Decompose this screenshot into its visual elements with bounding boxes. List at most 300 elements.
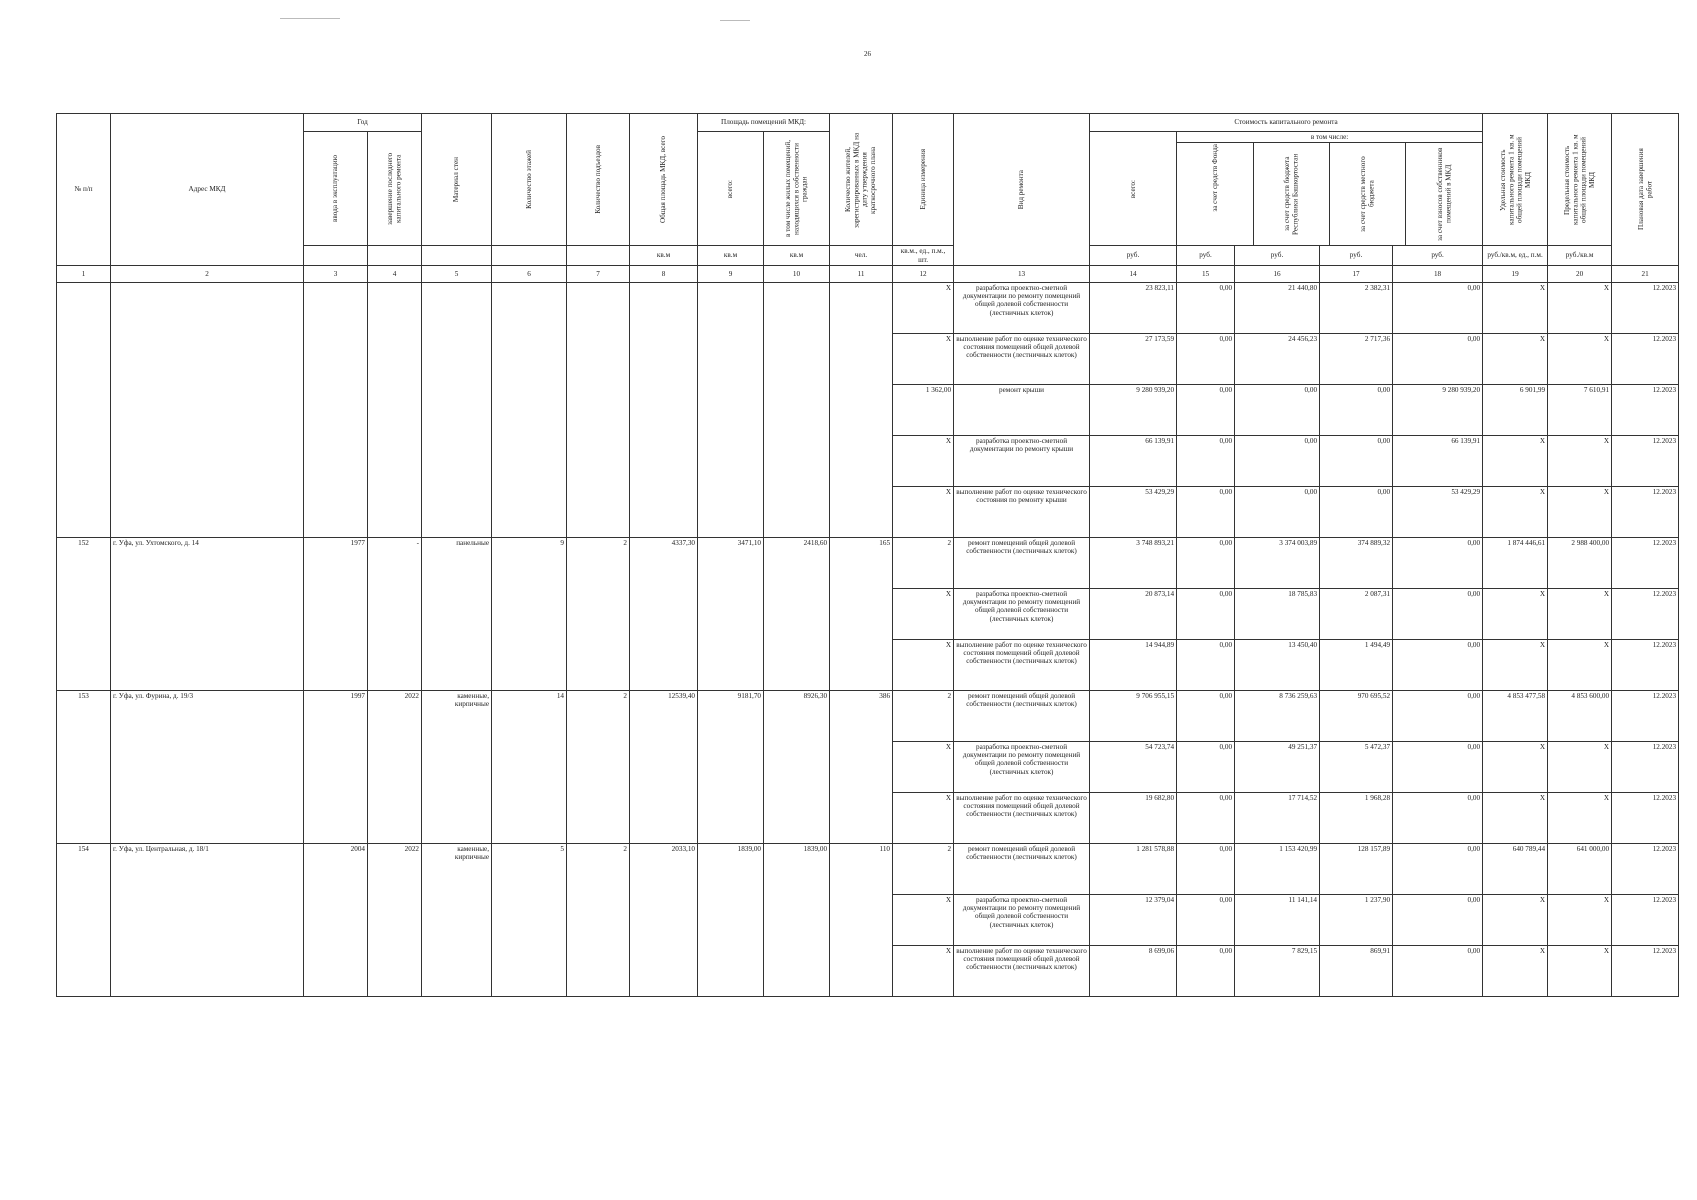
row-number: 153	[57, 690, 111, 741]
cost-local-cell: 5 472,37	[1320, 741, 1393, 792]
residents-cell: 110	[830, 843, 893, 894]
column-number: 7	[567, 265, 630, 282]
entrances-cell: 2	[567, 843, 630, 894]
cost-owners-cell: 0,00	[1393, 333, 1483, 384]
repair-type-cell: разработка проектно-сметной документации по ремонту помещений общей долевой собственности (лестничных клеток)	[954, 282, 1090, 333]
floors-cell	[492, 639, 567, 690]
residents-cell	[830, 384, 893, 435]
unit-sqm: кв.м	[698, 246, 764, 266]
header-cost-fund: за счет средств Фонда	[1177, 143, 1253, 245]
cost-republic-cell: 24 456,23	[1235, 333, 1320, 384]
floors-cell: 5	[492, 843, 567, 894]
cost-total-cell: 53 429,29	[1090, 486, 1177, 537]
floors-cell	[492, 486, 567, 537]
floors-cell	[492, 282, 567, 333]
table-row	[57, 690, 1679, 741]
premises-total-cell	[698, 435, 764, 486]
quantity-cell: X	[893, 282, 954, 333]
quantity-cell: X	[893, 588, 954, 639]
header-year: Год	[304, 114, 422, 132]
deadline-cell: 12.2023	[1612, 384, 1679, 435]
repair-type-cell: выполнение работ по оценке технического состояния помещений общей долевой собственности (лестничных клеток)	[954, 792, 1090, 843]
premises-total-cell	[698, 894, 764, 945]
year-commission-cell	[304, 588, 368, 639]
wall-material-cell: каменные, кирпичные	[422, 843, 492, 894]
repair-type-cell: выполнение работ по оценке технического состояния по ремонту крыши	[954, 486, 1090, 537]
cost-fund-cell: 0,00	[1177, 486, 1235, 537]
residents-cell	[830, 792, 893, 843]
year-commission-cell	[304, 894, 368, 945]
year-commission-cell	[304, 333, 368, 384]
year-repair-cell	[368, 384, 422, 435]
max-cost-cell: X	[1548, 894, 1612, 945]
deadline-cell: 12.2023	[1612, 792, 1679, 843]
table-row	[57, 894, 1679, 945]
max-cost-cell: 2 988 400,00	[1548, 537, 1612, 588]
premises-total-cell	[698, 945, 764, 996]
cost-total-cell: 9 280 939,20	[1090, 384, 1177, 435]
deadline-cell: 12.2023	[1612, 741, 1679, 792]
year-repair-cell	[368, 792, 422, 843]
unit-sqm: кв.м	[630, 246, 698, 266]
unit-cost-cell: 1 874 446,61	[1483, 537, 1548, 588]
entrances-cell	[567, 384, 630, 435]
cost-republic-cell: 1 153 420,99	[1235, 843, 1320, 894]
header-cost-total: всего:	[1090, 132, 1177, 246]
cost-owners-cell: 0,00	[1393, 639, 1483, 690]
cost-fund-cell: 0,00	[1177, 843, 1235, 894]
unit-cost-cell: X	[1483, 333, 1548, 384]
column-number: 5	[422, 265, 492, 282]
quantity-cell: 2	[893, 537, 954, 588]
residents-cell	[830, 639, 893, 690]
cost-republic-cell: 11 141,14	[1235, 894, 1320, 945]
year-commission-cell	[304, 384, 368, 435]
address-cell	[111, 588, 304, 639]
deadline-cell: 12.2023	[1612, 843, 1679, 894]
header-including: в том числе: за счет средств Фонда за счет средств бюджета Республики Башкортостан за счет средств местного бюджета за счет взносов собственников помещений в МКД	[1177, 132, 1483, 246]
cost-total-cell: 9 706 955,15	[1090, 690, 1177, 741]
cost-fund-cell: 0,00	[1177, 282, 1235, 333]
residents-cell	[830, 282, 893, 333]
wall-material-cell	[422, 894, 492, 945]
repair-type-cell: выполнение работ по оценке технического состояния помещений общей долевой собственности (лестничных клеток)	[954, 333, 1090, 384]
cost-total-cell: 27 173,59	[1090, 333, 1177, 384]
wall-material-cell	[422, 741, 492, 792]
residents-cell: 386	[830, 690, 893, 741]
entrances-cell	[567, 588, 630, 639]
cost-owners-cell: 0,00	[1393, 537, 1483, 588]
column-number: 21	[1612, 265, 1679, 282]
cost-total-cell: 20 873,14	[1090, 588, 1177, 639]
max-cost-cell: X	[1548, 282, 1612, 333]
year-repair-cell	[368, 333, 422, 384]
premises-residential-cell	[764, 282, 830, 333]
address-cell	[111, 486, 304, 537]
row-number	[57, 435, 111, 486]
row-number	[57, 945, 111, 996]
address-cell	[111, 792, 304, 843]
premises-residential-cell	[764, 792, 830, 843]
floors-cell	[492, 945, 567, 996]
max-cost-cell: X	[1548, 792, 1612, 843]
premises-total-cell: 9181,70	[698, 690, 764, 741]
repair-type-cell: выполнение работ по оценке технического состояния помещений общей долевой собственности (лестничных клеток)	[954, 639, 1090, 690]
unit-cost-cell: 640 789,44	[1483, 843, 1548, 894]
cost-local-cell: 374 889,32	[1320, 537, 1393, 588]
year-repair-cell: 2022	[368, 690, 422, 741]
cost-total-cell: 54 723,74	[1090, 741, 1177, 792]
entrances-cell	[567, 945, 630, 996]
total-area-cell	[630, 486, 698, 537]
floors-cell: 14	[492, 690, 567, 741]
column-number: 19	[1483, 265, 1548, 282]
unit-cost-cell: X	[1483, 792, 1548, 843]
header-max-cost: Предельная стоимость капитального ремонта 1 кв. м общей площади помещений МКД	[1548, 114, 1612, 246]
scan-artifact	[720, 20, 750, 21]
total-area-cell	[630, 282, 698, 333]
cost-local-cell: 970 695,52	[1320, 690, 1393, 741]
quantity-cell: X	[893, 333, 954, 384]
residents-cell	[830, 333, 893, 384]
wall-material-cell: каменные, кирпичные	[422, 690, 492, 741]
table-row	[57, 384, 1679, 435]
unit-cost-cell: X	[1483, 894, 1548, 945]
address-cell	[111, 384, 304, 435]
cost-local-cell: 2 087,31	[1320, 588, 1393, 639]
cost-republic-cell: 0,00	[1235, 384, 1320, 435]
cost-total-cell: 14 944,89	[1090, 639, 1177, 690]
cost-republic-cell: 18 785,83	[1235, 588, 1320, 639]
quantity-cell: X	[893, 741, 954, 792]
deadline-cell: 12.2023	[1612, 435, 1679, 486]
unit-sqm: кв.м	[764, 246, 830, 266]
floors-cell	[492, 333, 567, 384]
repair-type-cell: ремонт помещений общей долевой собственности (лестничных клеток)	[954, 843, 1090, 894]
cost-local-cell: 2 717,36	[1320, 333, 1393, 384]
table-row	[57, 588, 1679, 639]
premises-residential-cell	[764, 486, 830, 537]
premises-total-cell	[698, 282, 764, 333]
year-commission-cell: 1997	[304, 690, 368, 741]
residents-cell: 165	[830, 537, 893, 588]
year-repair-cell	[368, 741, 422, 792]
cost-local-cell: 1 968,28	[1320, 792, 1393, 843]
premises-total-cell	[698, 741, 764, 792]
premises-residential-cell	[764, 333, 830, 384]
premises-total-cell	[698, 384, 764, 435]
year-commission-cell: 2004	[304, 843, 368, 894]
year-commission-cell	[304, 945, 368, 996]
max-cost-cell: X	[1548, 945, 1612, 996]
premises-residential-cell	[764, 741, 830, 792]
premises-total-cell: 3471,10	[698, 537, 764, 588]
unit-people: чел.	[830, 246, 893, 266]
cost-republic-cell: 13 450,40	[1235, 639, 1320, 690]
max-cost-cell: X	[1548, 639, 1612, 690]
header-year-last-repair: завершение последнего капитального ремонта	[368, 132, 422, 246]
table-row	[57, 945, 1679, 996]
repair-type-cell: разработка проектно-сметной документации по ремонту помещений общей долевой собственности (лестничных клеток)	[954, 588, 1090, 639]
deadline-cell: 12.2023	[1612, 588, 1679, 639]
total-area-cell	[630, 792, 698, 843]
header-premises-area: Площадь помещений МКД:	[698, 114, 830, 132]
unit-cost-cell: X	[1483, 639, 1548, 690]
entrances-cell	[567, 792, 630, 843]
year-repair-cell	[368, 486, 422, 537]
premises-total-cell	[698, 486, 764, 537]
cost-fund-cell: 0,00	[1177, 333, 1235, 384]
repair-type-cell: разработка проектно-сметной документации по ремонту помещений общей долевой собственности (лестничных клеток)	[954, 741, 1090, 792]
residents-cell	[830, 741, 893, 792]
header-address: Адрес МКД	[111, 114, 304, 266]
cost-owners-cell: 53 429,29	[1393, 486, 1483, 537]
quantity-cell: X	[893, 945, 954, 996]
quantity-cell: X	[893, 435, 954, 486]
table-header	[57, 114, 1679, 283]
cost-fund-cell: 0,00	[1177, 588, 1235, 639]
unit-cost-cell: 4 853 477,58	[1483, 690, 1548, 741]
entrances-cell	[567, 282, 630, 333]
repair-type-cell: ремонт помещений общей долевой собственности (лестничных клеток)	[954, 690, 1090, 741]
wall-material-cell	[422, 792, 492, 843]
cost-fund-cell: 0,00	[1177, 435, 1235, 486]
cost-republic-cell: 49 251,37	[1235, 741, 1320, 792]
column-number: 8	[630, 265, 698, 282]
address-cell	[111, 333, 304, 384]
deadline-cell: 12.2023	[1612, 639, 1679, 690]
max-cost-cell: 7 610,91	[1548, 384, 1612, 435]
unit-cost-cell: X	[1483, 486, 1548, 537]
entrances-cell	[567, 333, 630, 384]
unit-rub: руб.	[1235, 246, 1320, 266]
header-deadline: Плановая дата завершения работ	[1612, 114, 1679, 266]
header-repair-type: Вид ремонта	[954, 114, 1090, 266]
page-number: 26	[864, 50, 871, 58]
column-number: 9	[698, 265, 764, 282]
total-area-cell	[630, 639, 698, 690]
total-area-cell	[630, 435, 698, 486]
column-number: 1	[57, 265, 111, 282]
cost-fund-cell: 0,00	[1177, 792, 1235, 843]
address-cell	[111, 894, 304, 945]
entrances-cell	[567, 894, 630, 945]
unit-rub: руб.	[1177, 246, 1235, 266]
column-number: 6	[492, 265, 567, 282]
column-number: 10	[764, 265, 830, 282]
residents-cell	[830, 486, 893, 537]
cost-fund-cell: 0,00	[1177, 384, 1235, 435]
total-area-cell	[630, 894, 698, 945]
header-premises-residents: в том числе жилых помещений, находящихся в собственности граждан	[764, 132, 830, 246]
column-number: 13	[954, 265, 1090, 282]
table-row	[57, 741, 1679, 792]
quantity-cell: 2	[893, 690, 954, 741]
deadline-cell: 12.2023	[1612, 690, 1679, 741]
cost-owners-cell: 0,00	[1393, 588, 1483, 639]
cost-local-cell: 869,91	[1320, 945, 1393, 996]
premises-residential-cell	[764, 588, 830, 639]
cost-republic-cell: 3 374 003,89	[1235, 537, 1320, 588]
cost-owners-cell: 0,00	[1393, 894, 1483, 945]
repair-type-cell: выполнение работ по оценке технического состояния помещений общей долевой собственности (лестничных клеток)	[954, 945, 1090, 996]
residents-cell	[830, 945, 893, 996]
wall-material-cell	[422, 333, 492, 384]
table-body	[57, 282, 1679, 996]
cost-fund-cell: 0,00	[1177, 639, 1235, 690]
total-area-cell: 12539,40	[630, 690, 698, 741]
column-number: 14	[1090, 265, 1177, 282]
year-repair-cell	[368, 639, 422, 690]
cost-local-cell: 0,00	[1320, 486, 1393, 537]
unit-cost-cell: 6 901,99	[1483, 384, 1548, 435]
cost-local-cell: 1 237,90	[1320, 894, 1393, 945]
repair-type-cell: ремонт крыши	[954, 384, 1090, 435]
entrances-cell	[567, 486, 630, 537]
floors-cell	[492, 894, 567, 945]
header-floors: Количество этажей	[492, 114, 567, 246]
cost-fund-cell: 0,00	[1177, 945, 1235, 996]
deadline-cell: 12.2023	[1612, 945, 1679, 996]
cost-owners-cell: 0,00	[1393, 690, 1483, 741]
max-cost-cell: 4 853 600,00	[1548, 690, 1612, 741]
table-row	[57, 537, 1679, 588]
unit-cost-cell: X	[1483, 588, 1548, 639]
unit-cost-cell: X	[1483, 435, 1548, 486]
unit-cost-cell: X	[1483, 741, 1548, 792]
year-commission-cell	[304, 792, 368, 843]
year-repair-cell	[368, 282, 422, 333]
wall-material-cell	[422, 282, 492, 333]
premises-residential-cell: 8926,30	[764, 690, 830, 741]
cost-owners-cell: 0,00	[1393, 282, 1483, 333]
cost-owners-cell: 66 139,91	[1393, 435, 1483, 486]
row-number	[57, 639, 111, 690]
entrances-cell	[567, 639, 630, 690]
premises-residential-cell: 2418,60	[764, 537, 830, 588]
row-number: 152	[57, 537, 111, 588]
unit-rub: руб.	[1320, 246, 1393, 266]
cost-republic-cell: 0,00	[1235, 486, 1320, 537]
cost-owners-cell: 0,00	[1393, 843, 1483, 894]
year-commission-cell	[304, 435, 368, 486]
column-number: 12	[893, 265, 954, 282]
unit-cost-cell: X	[1483, 945, 1548, 996]
header-entrances: Количество подъездов	[567, 114, 630, 246]
max-cost-cell: X	[1548, 333, 1612, 384]
floors-cell: 9	[492, 537, 567, 588]
total-area-cell	[630, 945, 698, 996]
quantity-cell: X	[893, 792, 954, 843]
scan-artifact	[280, 18, 340, 19]
table-row	[57, 486, 1679, 537]
premises-total-cell	[698, 588, 764, 639]
header-residents: Количество жителей, зарегистрированных в МКД на дату утверждения краткосрочного плана	[830, 114, 893, 246]
premises-residential-cell	[764, 894, 830, 945]
wall-material-cell	[422, 435, 492, 486]
max-cost-cell: X	[1548, 588, 1612, 639]
wall-material-cell	[422, 588, 492, 639]
address-cell: г. Уфа, ул. Фурина, д. 19/3	[111, 690, 304, 741]
deadline-cell: 12.2023	[1612, 282, 1679, 333]
quantity-cell: 2	[893, 843, 954, 894]
address-cell	[111, 639, 304, 690]
cost-owners-cell: 9 280 939,20	[1393, 384, 1483, 435]
quantity-cell: X	[893, 894, 954, 945]
entrances-cell: 2	[567, 537, 630, 588]
premises-total-cell	[698, 333, 764, 384]
cost-republic-cell: 21 440,80	[1235, 282, 1320, 333]
total-area-cell	[630, 333, 698, 384]
premises-residential-cell	[764, 639, 830, 690]
cost-fund-cell: 0,00	[1177, 537, 1235, 588]
row-number	[57, 384, 111, 435]
repair-type-cell: разработка проектно-сметной документации по ремонту помещений общей долевой собственности (лестничных клеток)	[954, 894, 1090, 945]
cost-local-cell: 1 494,49	[1320, 639, 1393, 690]
year-repair-cell	[368, 945, 422, 996]
cost-owners-cell: 0,00	[1393, 945, 1483, 996]
cost-total-cell: 8 699,06	[1090, 945, 1177, 996]
floors-cell	[492, 588, 567, 639]
entrances-cell	[567, 741, 630, 792]
repair-type-cell: разработка проектно-сметной документации по ремонту крыши	[954, 435, 1090, 486]
address-cell: г. Уфа, ул. Центральная, д. 18/1	[111, 843, 304, 894]
max-cost-cell: X	[1548, 741, 1612, 792]
deadline-cell: 12.2023	[1612, 537, 1679, 588]
row-number	[57, 588, 111, 639]
address-cell	[111, 282, 304, 333]
unit-measure: кв.м., ед., п.м., шт.	[893, 246, 954, 266]
residents-cell	[830, 894, 893, 945]
address-cell	[111, 741, 304, 792]
total-area-cell: 4337,30	[630, 537, 698, 588]
header-cost: Стоимость капитального ремонта	[1090, 114, 1483, 132]
max-cost-cell: 641 000,00	[1548, 843, 1612, 894]
residents-cell	[830, 435, 893, 486]
wall-material-cell	[422, 639, 492, 690]
floors-cell	[492, 792, 567, 843]
cost-total-cell: 23 823,11	[1090, 282, 1177, 333]
column-number: 17	[1320, 265, 1393, 282]
premises-residential-cell: 1839,00	[764, 843, 830, 894]
unit-rub-sqm: руб./кв.м	[1548, 246, 1612, 266]
address-cell: г. Уфа, ул. Ухтомского, д. 14	[111, 537, 304, 588]
cost-fund-cell: 0,00	[1177, 741, 1235, 792]
total-area-cell	[630, 588, 698, 639]
repair-type-cell: ремонт помещений общей долевой собственности (лестничных клеток)	[954, 537, 1090, 588]
wall-material-cell	[422, 945, 492, 996]
deadline-cell: 12.2023	[1612, 894, 1679, 945]
year-commission-cell	[304, 282, 368, 333]
floors-cell	[492, 741, 567, 792]
premises-total-cell	[698, 639, 764, 690]
cost-owners-cell: 0,00	[1393, 792, 1483, 843]
cost-total-cell: 12 379,04	[1090, 894, 1177, 945]
column-number: 20	[1548, 265, 1612, 282]
floors-cell	[492, 435, 567, 486]
row-number	[57, 282, 111, 333]
header-num: № п/п	[57, 114, 111, 266]
cost-fund-cell: 0,00	[1177, 894, 1235, 945]
header-unit-cost: Удельная стоимость капитального ремонта 1 кв. м общей площади помещений МКД	[1483, 114, 1548, 246]
table-row	[57, 792, 1679, 843]
year-repair-cell	[368, 894, 422, 945]
table-row	[57, 333, 1679, 384]
wall-material-cell	[422, 384, 492, 435]
max-cost-cell: X	[1548, 486, 1612, 537]
row-number	[57, 894, 111, 945]
year-commission-cell	[304, 486, 368, 537]
